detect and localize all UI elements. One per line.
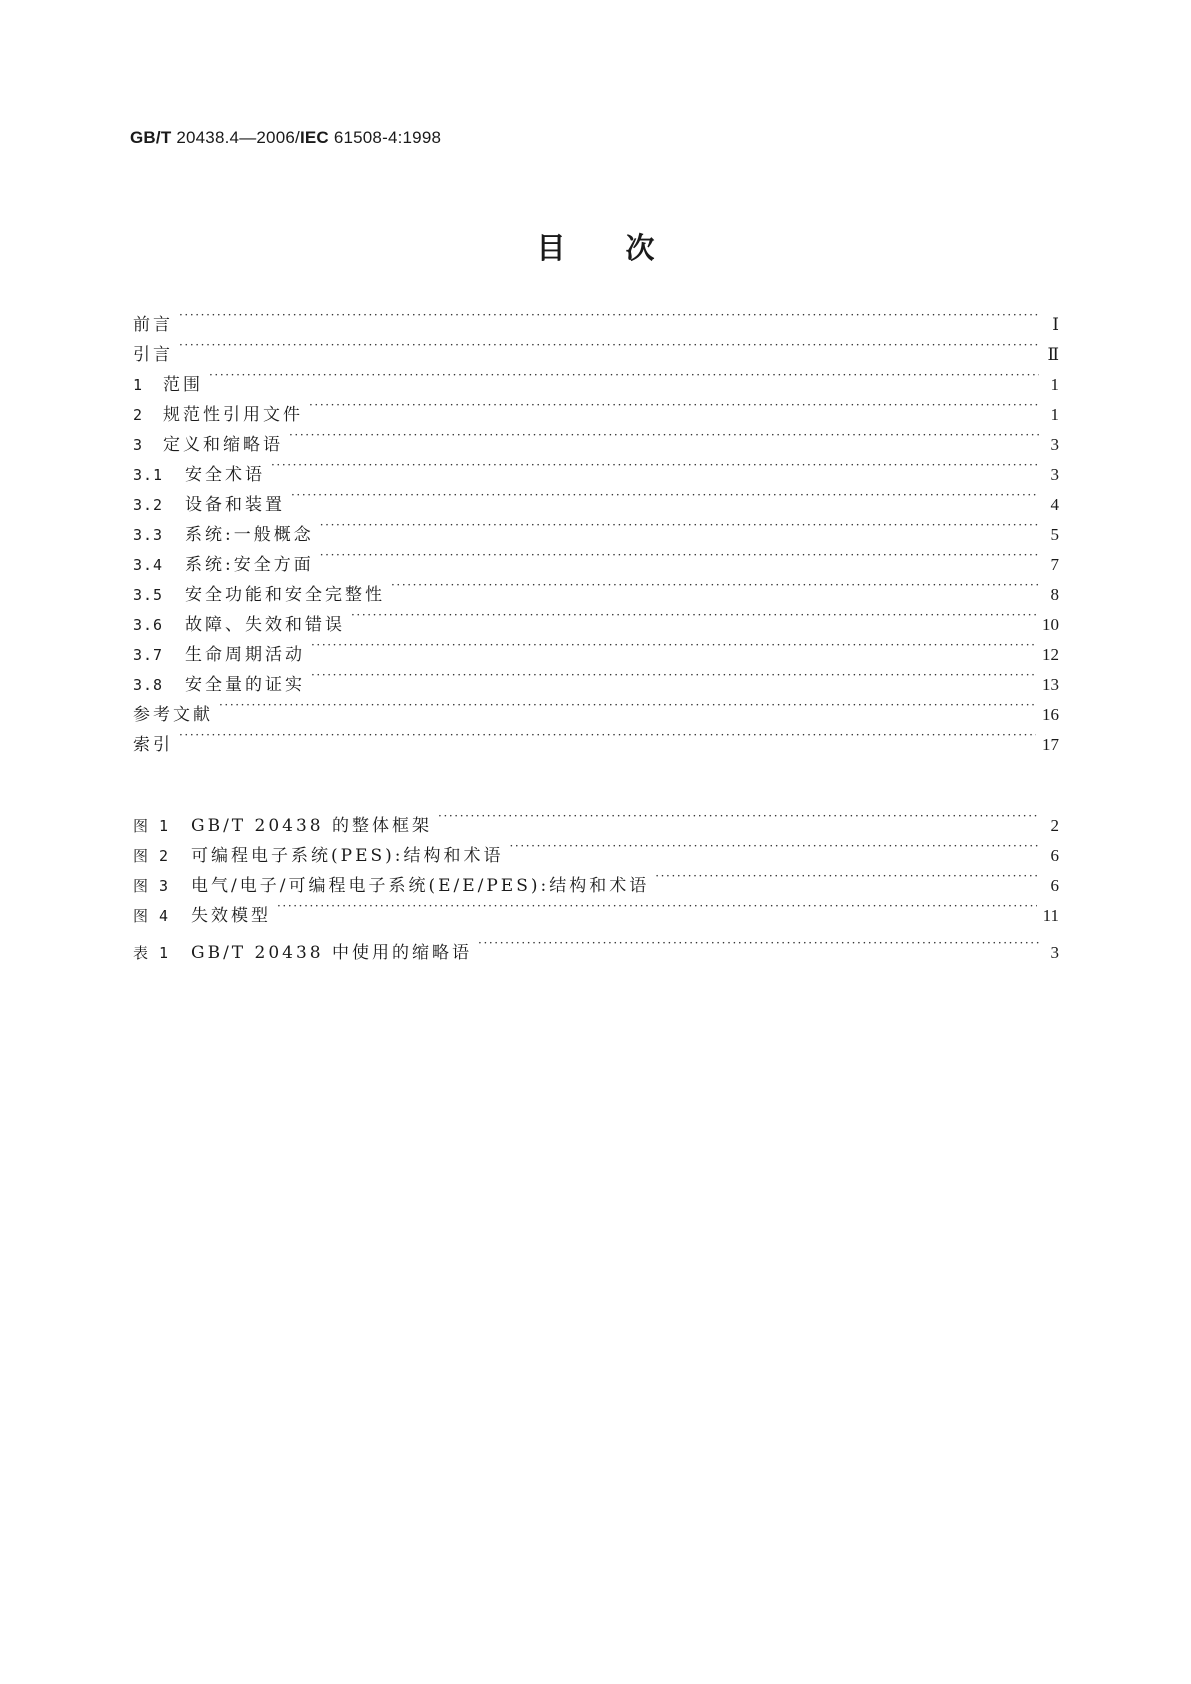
toc-entry-label: 定义和缩略语: [163, 435, 283, 455]
toc-entry-page: 8: [1050, 585, 1059, 604]
toc-entry-page: 4: [1050, 495, 1059, 514]
toc-entry[interactable]: [133, 546, 1059, 575]
toc-entry-label: 系统:安全方面: [185, 555, 314, 575]
figure-entry[interactable]: [133, 807, 1059, 836]
figure-entry[interactable]: [133, 867, 1059, 896]
toc-entry-page: 5: [1050, 525, 1059, 544]
figure-entry-number: 图 2: [133, 847, 170, 865]
dot-leader: [289, 426, 1039, 450]
dot-leader: [219, 696, 1036, 720]
toc-entry-page: Ⅱ: [1047, 345, 1059, 364]
toc-entry-label: 安全功能和安全完整性: [185, 585, 385, 605]
dot-leader: [179, 306, 1039, 330]
dot-leader: [311, 636, 1036, 660]
toc-entry-label: 安全术语: [185, 465, 265, 485]
toc-entry-label: 系统:一般概念: [185, 525, 314, 545]
standard-number: [130, 128, 441, 148]
toc-entry[interactable]: [133, 336, 1059, 365]
toc-entry-label: 故障、失效和错误: [185, 615, 345, 635]
toc-entry-label: 设备和装置: [185, 495, 285, 515]
dot-leader: [351, 606, 1036, 630]
toc-entry-page: 10: [1042, 615, 1059, 634]
figure-entry-label: 电气/电子/可编程电子系统(E/E/PES):结构和术语: [191, 876, 650, 896]
figure-entry-page: 6: [1050, 846, 1059, 865]
figure-entry-page: 11: [1042, 906, 1059, 925]
dot-leader: [655, 867, 1039, 891]
figure-entry-label: GB/T 20438 的整体框架: [191, 816, 433, 836]
iec-prefix: IEC: [299, 128, 329, 147]
toc-entry[interactable]: [133, 486, 1059, 515]
dot-leader: [438, 807, 1039, 831]
figure-entry-number: 图 1: [133, 817, 170, 835]
figure-entry-page: 6: [1050, 876, 1059, 895]
toc-entry-page: 3: [1050, 435, 1059, 454]
toc-entry[interactable]: [133, 396, 1059, 425]
toc-entry-label: 参考文献: [133, 705, 213, 725]
figure-entry-label: 失效模型: [191, 906, 271, 926]
toc-entry-page: 12: [1042, 645, 1059, 664]
toc-entry[interactable]: [133, 306, 1059, 335]
toc-entry-page: 1: [1050, 405, 1059, 424]
toc-entry-label: 范围: [163, 375, 203, 395]
table-entry-label: GB/T 20438 中使用的缩略语: [191, 943, 473, 963]
figure-entry-number: 图 3: [133, 877, 170, 895]
toc-entry-number: 2: [133, 406, 144, 424]
toc-entry[interactable]: [133, 726, 1059, 755]
toc-entry[interactable]: [133, 456, 1059, 485]
toc-entry[interactable]: [133, 516, 1059, 545]
toc-entry[interactable]: [133, 606, 1059, 635]
dot-leader: [320, 546, 1039, 570]
dot-leader: [320, 516, 1039, 540]
toc-entry-number: 3.1: [133, 466, 164, 484]
toc-entry-page: 13: [1042, 675, 1059, 694]
toc-entry-number: 3.2: [133, 496, 164, 514]
iec-code: 61508-4:1998: [328, 128, 442, 147]
toc-entry-label: 索引: [133, 735, 173, 755]
toc-entry-label: 引言: [133, 345, 173, 365]
page-title: 目次: [536, 231, 715, 265]
toc-entry[interactable]: [133, 366, 1059, 395]
toc-entry-page: 7: [1050, 555, 1059, 574]
toc-entry[interactable]: [133, 576, 1059, 605]
standard-prefix: GB/T: [130, 128, 172, 147]
dot-leader: [309, 396, 1039, 420]
toc-entry-page: Ⅰ: [1052, 315, 1059, 334]
toc-entry-number: 3.3: [133, 526, 164, 544]
toc-entry-number: 3.4: [133, 556, 164, 574]
dot-leader: [311, 666, 1036, 690]
figure-entry-page: 2: [1050, 816, 1059, 835]
dot-leader: [510, 837, 1040, 861]
toc-entry[interactable]: [133, 696, 1059, 725]
toc-entry[interactable]: [133, 666, 1059, 695]
toc-entry-number: 3.6: [133, 616, 164, 634]
table-entry-page: 3: [1050, 943, 1059, 962]
dot-leader: [291, 486, 1039, 510]
dot-leader: [179, 726, 1036, 750]
figure-entry[interactable]: [133, 897, 1059, 926]
toc-entry-number: 3: [133, 436, 144, 454]
figure-entry-label: 可编程电子系统(PES):结构和术语: [191, 846, 504, 866]
dot-leader: [271, 456, 1039, 480]
toc-entry-number: 3.5: [133, 586, 164, 604]
dot-leader: [179, 336, 1039, 360]
table-entry[interactable]: [133, 934, 1059, 963]
toc-entry-label: 规范性引用文件: [163, 405, 303, 425]
standard-code: 20438.4—2006/: [171, 128, 300, 147]
toc-entry-page: 17: [1042, 735, 1059, 754]
toc-entry[interactable]: [133, 426, 1059, 455]
toc-entry-label: 前言: [133, 315, 173, 335]
toc-entry-page: 1: [1050, 375, 1059, 394]
dot-leader: [478, 934, 1039, 958]
toc-entry-label: 安全量的证实: [185, 675, 305, 695]
figure-entry[interactable]: [133, 837, 1059, 866]
toc-entry-number: 3.7: [133, 646, 164, 664]
toc-entry-number: 1: [133, 376, 144, 394]
figure-entry-number: 图 4: [133, 907, 170, 925]
toc-entry-label: 生命周期活动: [185, 645, 305, 665]
toc-entry-number: 3.8: [133, 676, 164, 694]
table-entry-number: 表 1: [133, 944, 170, 962]
toc-entry-page: 3: [1050, 465, 1059, 484]
toc-entry[interactable]: [133, 636, 1059, 665]
dot-leader: [209, 366, 1039, 390]
dot-leader: [391, 576, 1039, 600]
toc-entry-page: 16: [1042, 705, 1059, 724]
dot-leader: [277, 897, 1037, 921]
